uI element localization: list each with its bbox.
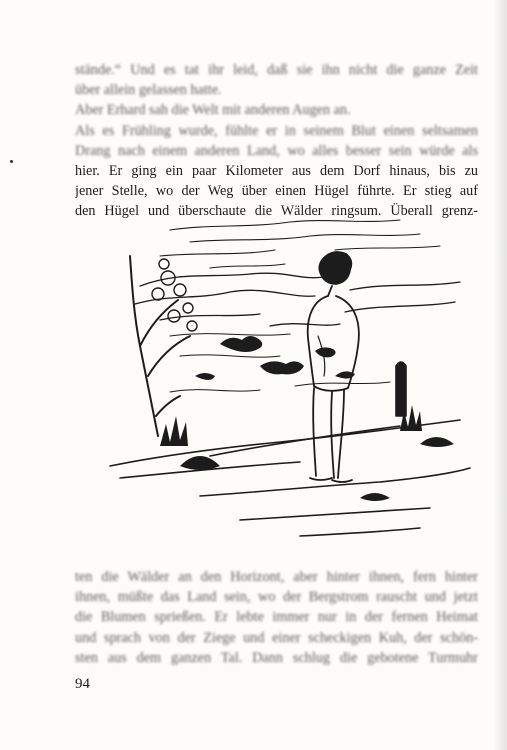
- ink-illustration-boy-on-hill: [100, 216, 480, 556]
- text-line: jener Stelle, wo der Weg über einen Hügel führte. Er stieg auf: [75, 183, 478, 200]
- page-edge-shadow: [493, 0, 507, 750]
- text-line: Als es Frühling wurde, fühlte er in seinem Blut einen seltsamen: [75, 122, 478, 139]
- text-line: sten aus dem ganzen Tal. Dann schlug die gebotene Turmuhr: [75, 649, 478, 666]
- text-line: ihnen, müßte das Land sein, wo der Bergstrom rauscht und jetzt: [75, 589, 478, 606]
- text-line: den Hügel und überschaute die Wälder ringsum. Überall grenz-: [75, 203, 478, 220]
- tree-leaves: [152, 259, 197, 331]
- tree: [130, 256, 190, 436]
- valley-shrubs: [195, 336, 355, 380]
- text-line: Aber Erhard sah die Welt mit anderen Augen an.: [75, 102, 351, 119]
- margin-speck: [10, 160, 13, 163]
- text-line: und sprach von der Ziege und einer scheckigen Kuh, der schön-: [75, 629, 478, 646]
- top-paragraph: [75, 60, 478, 222]
- grass-tufts: [160, 405, 454, 501]
- text-line: ten die Wälder an den Horizont, aber hinter ihnen, fern hinter: [75, 569, 478, 585]
- text-line: über allein gelassen hatte.: [75, 82, 222, 99]
- post: [396, 362, 406, 416]
- page-number: 94: [75, 676, 90, 692]
- boy-figure: [308, 252, 359, 482]
- sky-strokes: [160, 220, 440, 268]
- text-line: Drang nach einem anderen Land, wo alles besser sein würde als: [75, 142, 478, 159]
- distant-hills: [135, 273, 460, 326]
- text-line: die Blumen sprießen. Er lebte immer nur in der fernen Heimat: [75, 609, 478, 626]
- bottom-paragraph: [75, 567, 478, 668]
- text-line: hier. Er ging ein paar Kilometer aus dem Dorf hinaus, bis zu: [75, 163, 478, 180]
- text-line: stände.“ Und es tat ihr leid, daß sie ihn nicht die ganze Zeit: [75, 62, 478, 78]
